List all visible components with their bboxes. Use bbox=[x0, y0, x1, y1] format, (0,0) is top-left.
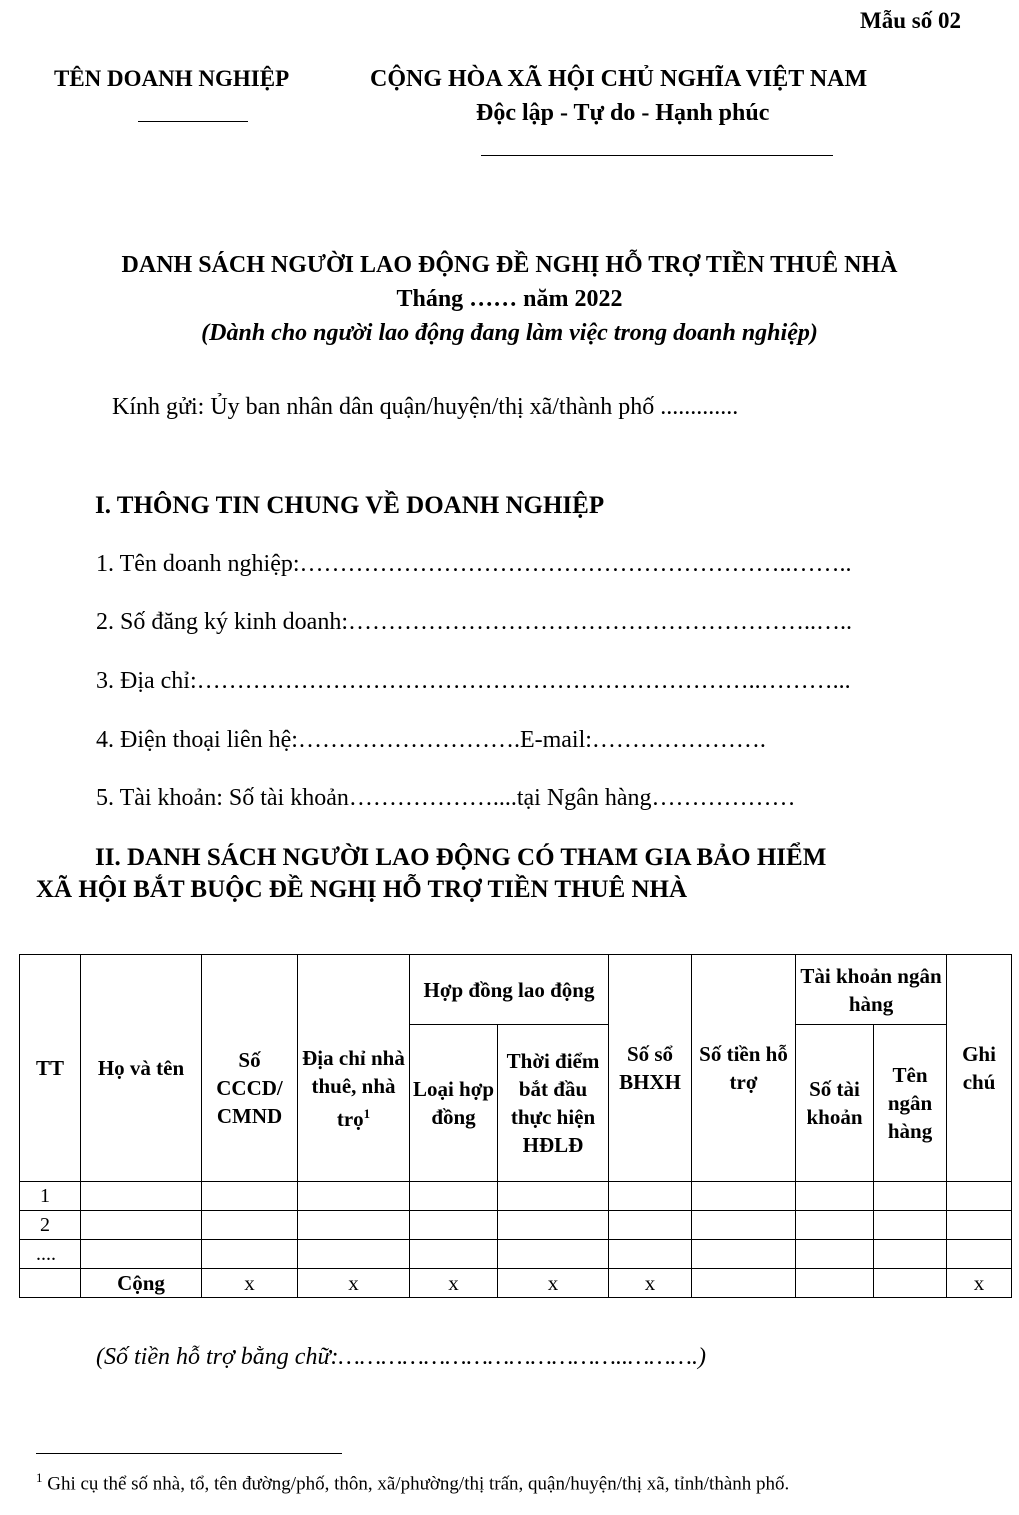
header-bank-name: Tên ngân hàng bbox=[874, 1025, 947, 1182]
header-contract-start: Thời điểm bắt đầu thực hiện HĐLĐ bbox=[498, 1025, 609, 1182]
document-title: DANH SÁCH NGƯỜI LAO ĐỘNG ĐỀ NGHỊ HỖ TRỢ TIỀN THUÊ NHÀ bbox=[121, 252, 898, 278]
table-row bbox=[20, 1240, 1012, 1269]
nation-name: CỘNG HÒA XÃ HỘI CHỦ NGHĨA VIỆT NAM bbox=[370, 66, 868, 92]
row-number: 1 bbox=[20, 1182, 81, 1211]
field-company-name[interactable]: 1. Tên doanh nghiệp:……………………………………………………..…….. bbox=[96, 551, 852, 577]
company-name-label: TÊN DOANH NGHIỆP bbox=[54, 66, 290, 91]
total-contract-start-mark: x bbox=[498, 1269, 609, 1298]
table-row bbox=[20, 1182, 1012, 1211]
motto-underline bbox=[481, 155, 833, 156]
form-number: Mẫu số 02 bbox=[860, 8, 961, 33]
amount-in-words-field[interactable]: (Số tiền hỗ trợ bằng chữ:…………………………………..……….) bbox=[96, 1344, 706, 1370]
section2-heading-line2: XÃ HỘI BẮT BUỘC ĐỀ NGHỊ HỖ TRỢ TIỀN THUÊ NHÀ bbox=[36, 876, 688, 903]
field-business-registration[interactable]: 2. Số đăng ký kinh doanh:…………………………………………………..….. bbox=[96, 609, 852, 635]
footnote-text: Ghi cụ thể số nhà, tổ, tên đường/phố, thôn, xã/phường/thị trấn, quận/huyện/thị xã, tỉnh/thành phố. bbox=[42, 1473, 790, 1495]
header-id-number: Số CCCD/ CMND bbox=[202, 955, 298, 1182]
header-note: Ghi chú bbox=[947, 955, 1012, 1182]
total-note-mark: x bbox=[947, 1269, 1012, 1298]
header-name: Họ và tên bbox=[81, 955, 202, 1182]
total-amount-cell[interactable] bbox=[692, 1269, 796, 1298]
total-contract-type-mark: x bbox=[410, 1269, 498, 1298]
footnote-divider bbox=[36, 1453, 342, 1454]
total-bank-cell bbox=[874, 1269, 947, 1298]
header-bank-account-group: Tài khoản ngân hàng bbox=[796, 955, 947, 1025]
total-social-ins-mark: x bbox=[609, 1269, 692, 1298]
total-account-cell bbox=[796, 1269, 874, 1298]
header-rental-address: Địa chỉ nhà thuê, nhà trọ$^1$ bbox=[298, 955, 410, 1182]
section2-heading-line1: II. DANH SÁCH NGƯỜI LAO ĐỘNG CÓ THAM GIA BẢO HIỂM bbox=[95, 844, 827, 871]
header-support-amount: Số tiền hỗ trợ bbox=[692, 955, 796, 1182]
table-row bbox=[20, 1211, 1012, 1240]
total-label: Cộng bbox=[81, 1269, 202, 1298]
recipient-line: Kính gửi: Ủy ban nhân dân quận/huyện/thị xã/thành phố ............. bbox=[112, 394, 739, 420]
header-social-insurance-book: Số sổ BHXH bbox=[609, 955, 692, 1182]
month-line: Tháng …… năm 2022 bbox=[396, 286, 623, 312]
row-number: .... bbox=[20, 1240, 81, 1269]
field-phone-email[interactable]: 4. Điện thoại liên hệ:……………………….E-mail:…………………. bbox=[96, 727, 766, 753]
header-account-number: Số tài khoản bbox=[796, 1025, 874, 1182]
company-underline bbox=[138, 121, 248, 122]
footnote-mark: 1 bbox=[36, 1470, 43, 1485]
section1-heading: I. THÔNG TIN CHUNG VỀ DOANH NGHIỆP bbox=[95, 492, 605, 519]
total-address-mark: x bbox=[298, 1269, 410, 1298]
national-motto: Độc lập - Tự do - Hạnh phúc bbox=[476, 100, 770, 126]
field-address[interactable]: 3. Địa chỉ:……………………………………………………………..………... bbox=[96, 668, 851, 694]
field-bank-account[interactable]: 5. Tài khoản: Số tài khoản………………....tại Ngân hàng……………… bbox=[96, 785, 796, 811]
header-contract-type: Loại hợp đồng bbox=[410, 1025, 498, 1182]
header-tt: TT bbox=[20, 955, 81, 1182]
employee-list-table bbox=[19, 954, 1012, 1298]
row-number: 2 bbox=[20, 1211, 81, 1240]
total-id-mark: x bbox=[202, 1269, 298, 1298]
footnote bbox=[36, 1470, 789, 1495]
header-labor-contract-group: Hợp đồng lao động bbox=[410, 955, 609, 1025]
document-subtitle: (Dành cho người lao động đang làm việc trong doanh nghiệp) bbox=[201, 320, 818, 346]
total-row bbox=[20, 1269, 1012, 1298]
